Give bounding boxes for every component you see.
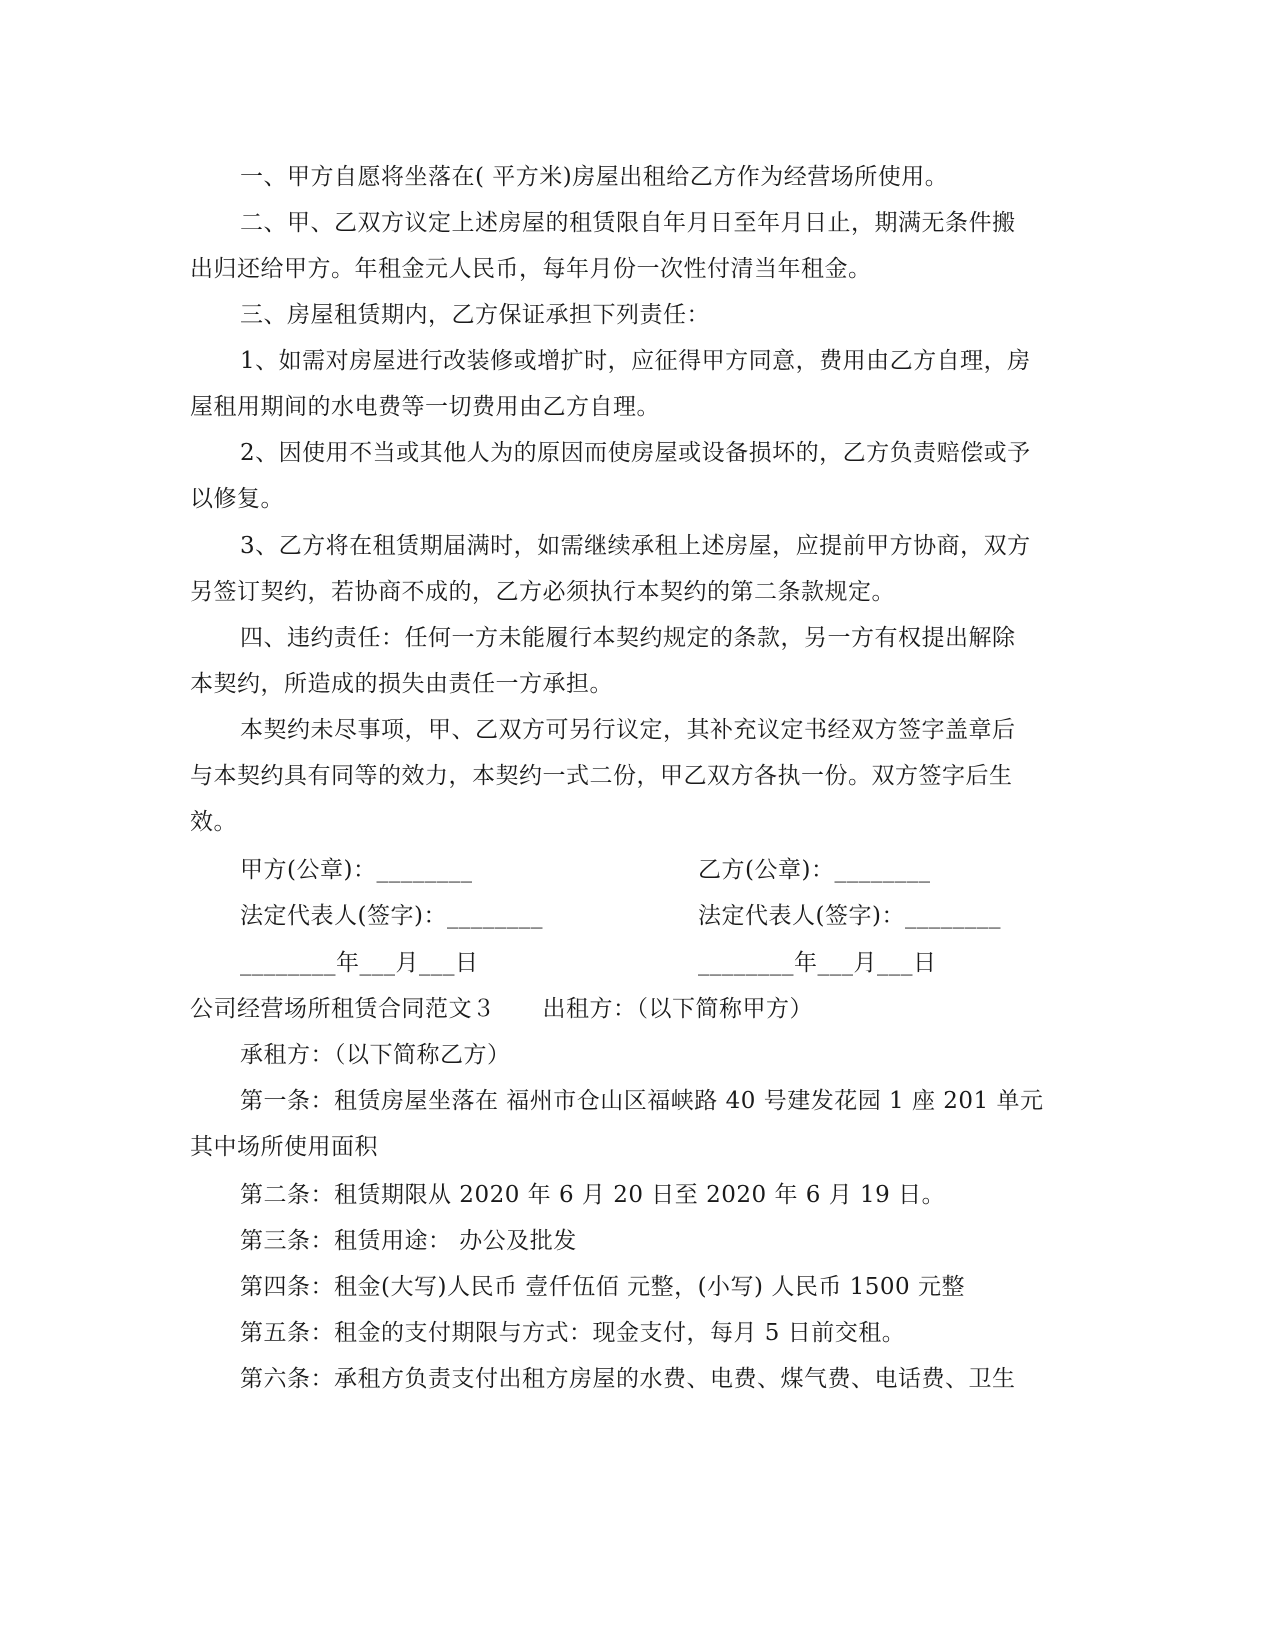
party-b-seal: 乙方(公章)：________ <box>698 857 931 883</box>
article-1-line-1: 第一条：租赁房屋坐落在 福州市仓山区福峡路 40 号建发花园 1 座 201 单元 <box>240 1088 1044 1114</box>
clause-2-line-1: 二、甲、乙双方议定上述房屋的租赁限自年月日至年月日止，期满无条件搬 <box>240 210 1016 236</box>
clause-3-1-line-2: 屋租用期间的水电费等一切费用由乙方自理。 <box>190 394 660 420</box>
article-4: 第四条：租金(大写)人民币 壹仟伍佰 元整，(小写) 人民币 1500 元整 <box>240 1274 965 1300</box>
clause-3-2-line-2: 以修复。 <box>190 486 284 512</box>
party-a-seal: 甲方(公章)：________ <box>240 857 473 883</box>
contract-3-heading: 公司经营场所租赁合同范文３ 出租方：（以下简称甲方） <box>190 996 813 1022</box>
party-a-representative: 法定代表人(签字)：________ <box>240 903 543 929</box>
clause-3: 三、房屋租赁期内，乙方保证承担下列责任： <box>240 302 710 328</box>
article-2: 第二条：租赁期限从 2020 年 6 月 20 日至 2020 年 6 月 19 日。 <box>240 1182 946 1208</box>
article-6: 第六条：承租方负责支付出租方房屋的水费、电费、煤气费、电话费、卫生 <box>240 1366 1016 1392</box>
lessee-line: 承租方：（以下简称乙方） <box>240 1042 511 1068</box>
party-b-date: ________年___月___日 <box>698 950 937 976</box>
clause-5-line-3: 效。 <box>190 809 237 835</box>
clause-1: 一、甲方自愿将坐落在( 平方米)房屋出租给乙方作为经营场所使用。 <box>240 164 949 190</box>
article-3: 第三条：租赁用途： 办公及批发 <box>240 1228 577 1254</box>
clause-3-3-line-1: 3、乙方将在租赁期届满时，如需继续承租上述房屋，应提前甲方协商，双方 <box>240 533 1031 559</box>
article-5: 第五条：租金的支付期限与方式：现金支付，每月 5 日前交租。 <box>240 1320 906 1346</box>
clause-3-3-line-2: 另签订契约，若协商不成的，乙方必须执行本契约的第二条款规定。 <box>190 579 895 605</box>
clause-5-line-1: 本契约未尽事项，甲、乙双方可另行议定，其补充议定书经双方签字盖章后 <box>240 717 1016 743</box>
article-1-line-2: 其中场所使用面积 <box>190 1134 378 1160</box>
clause-2-line-2: 出归还给甲方。年租金元人民币，每年月份一次性付清当年租金。 <box>190 256 872 282</box>
clause-5-line-2: 与本契约具有同等的效力，本契约一式二份，甲乙双方各执一份。双方签字后生 <box>190 763 1013 789</box>
party-a-date: ________年___月___日 <box>240 950 479 976</box>
party-b-representative: 法定代表人(签字)：________ <box>698 903 1001 929</box>
clause-3-1-line-1: 1、如需对房屋进行改装修或增扩时，应征得甲方同意，费用由乙方自理，房 <box>240 348 1031 374</box>
clause-4-line-1: 四、违约责任：任何一方未能履行本契约规定的条款，另一方有权提出解除 <box>240 625 1016 651</box>
clause-4-line-2: 本契约，所造成的损失由责任一方承担。 <box>190 671 613 697</box>
clause-3-2-line-1: 2、因使用不当或其他人为的原因而使房屋或设备损坏的，乙方负责赔偿或予 <box>240 440 1031 466</box>
